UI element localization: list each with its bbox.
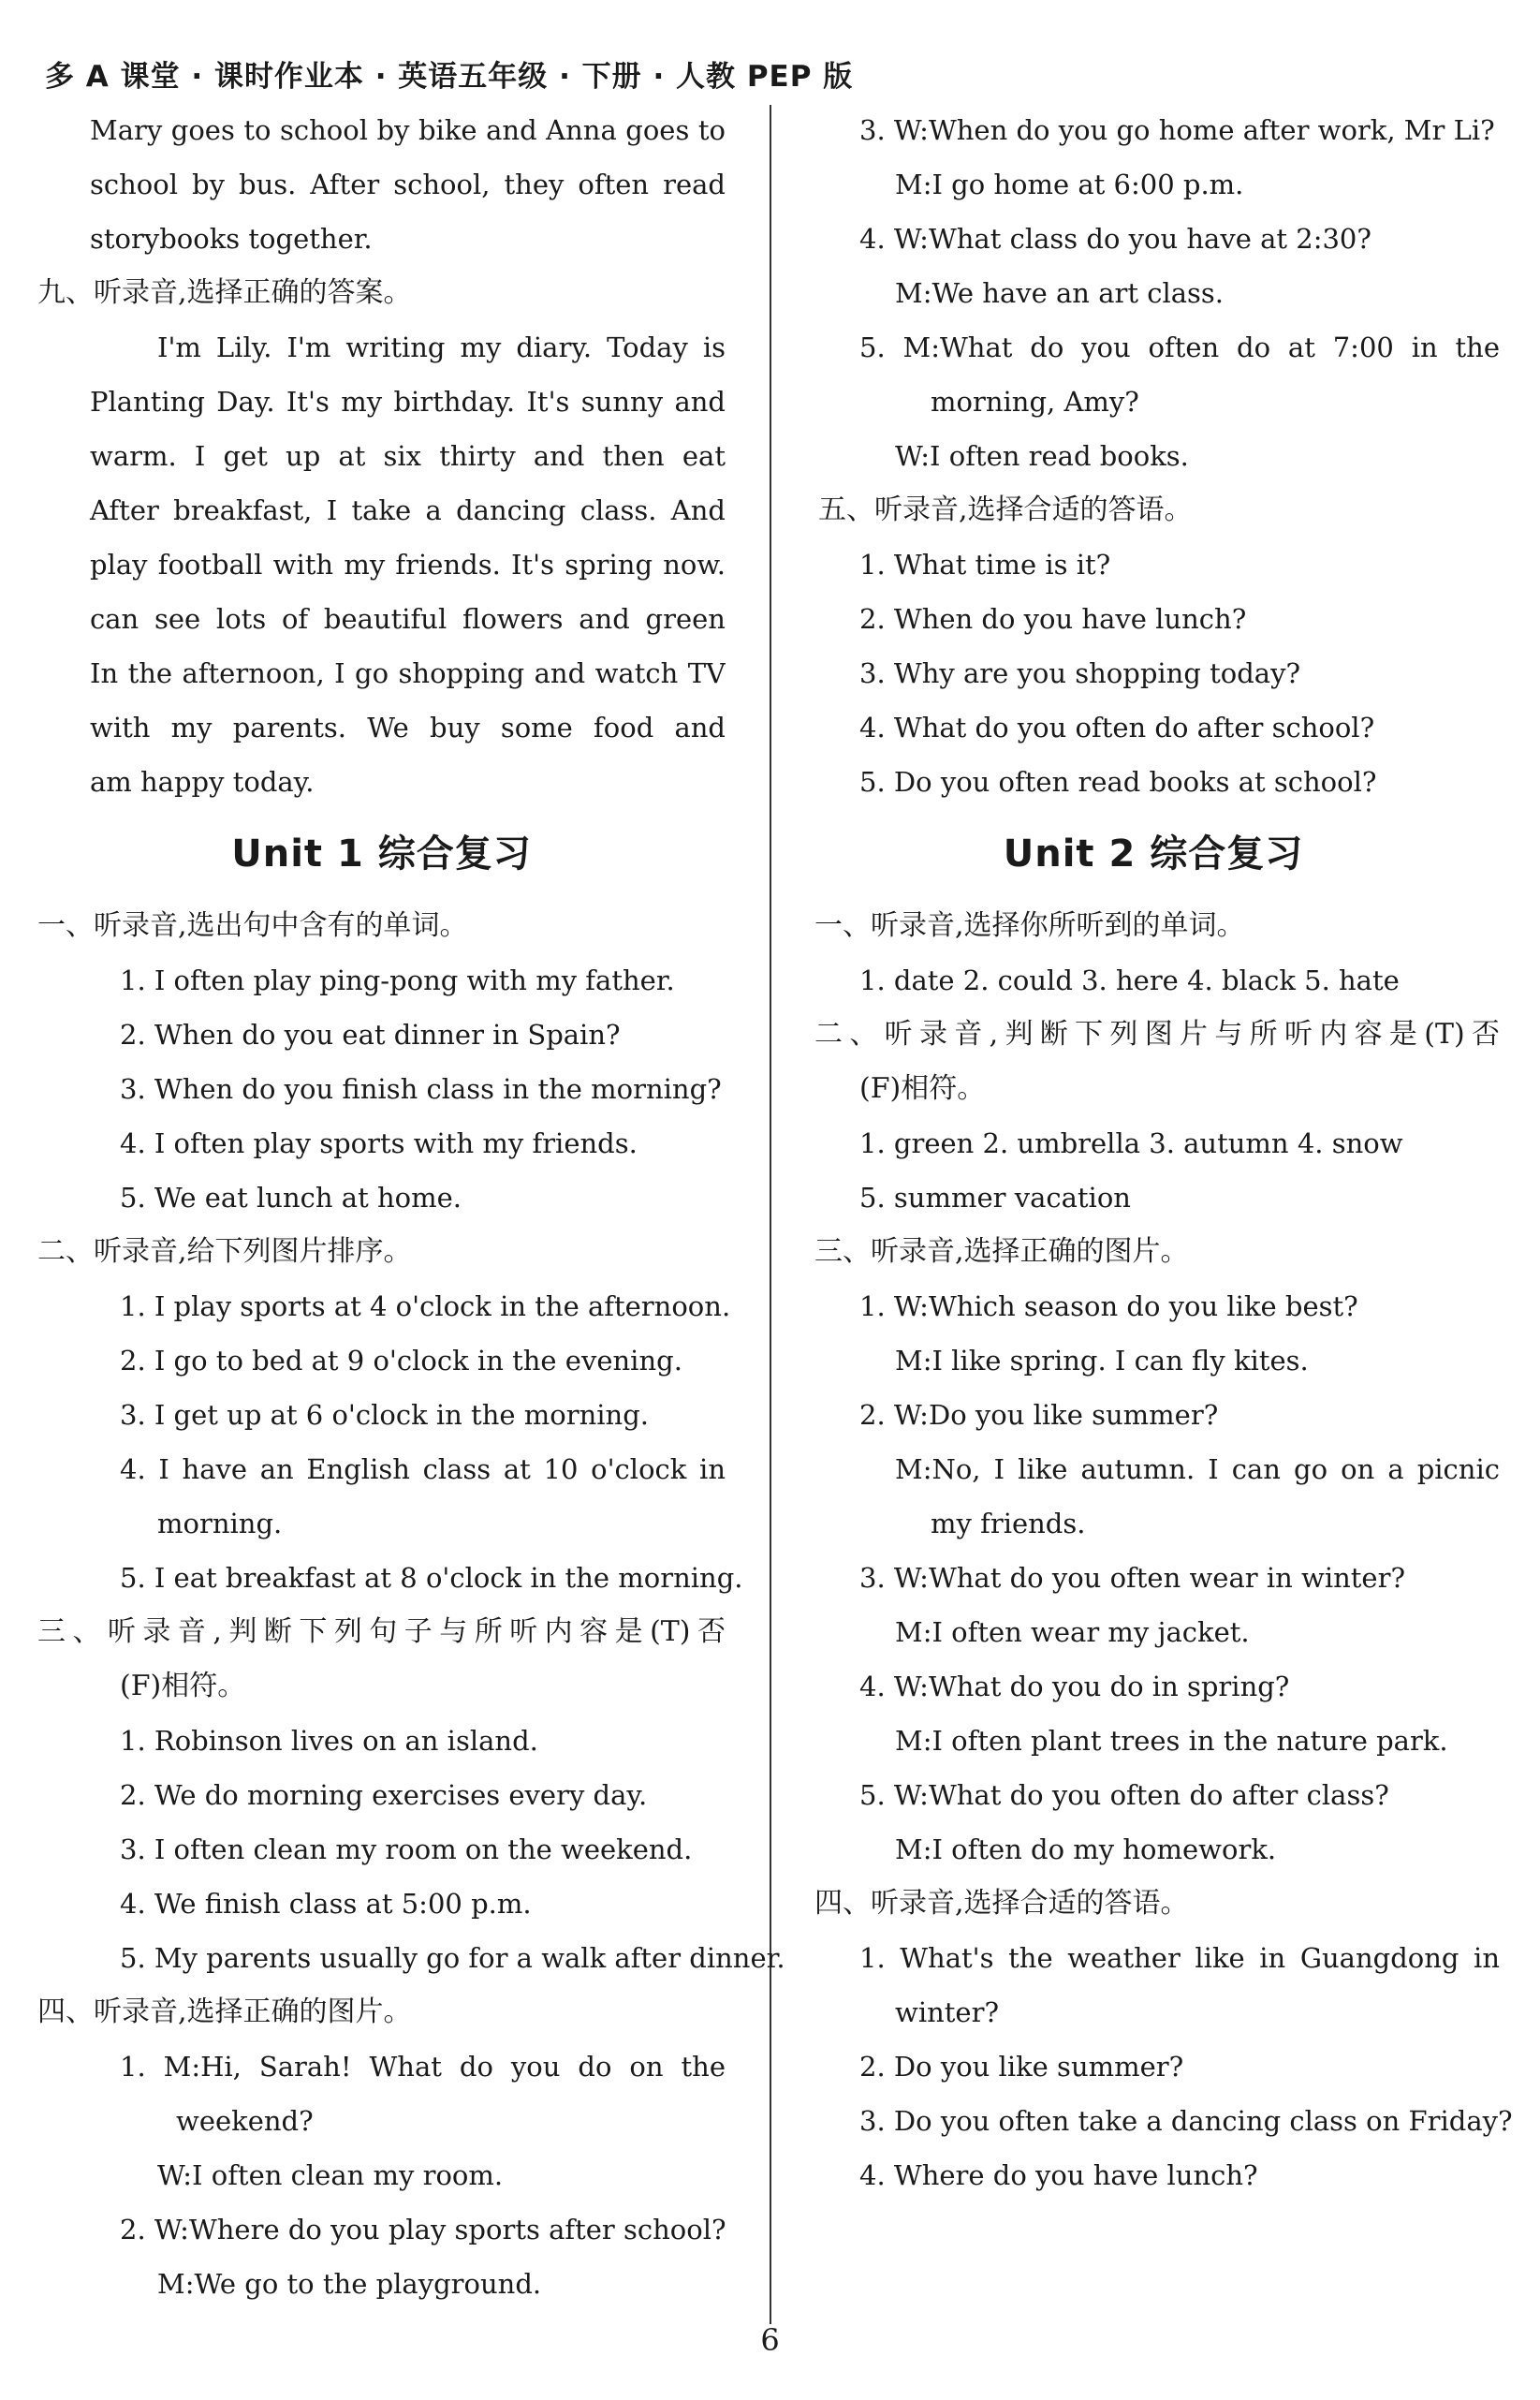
- unit-title: Unit 1 综合复习: [231, 832, 532, 876]
- dialogue-continuation: morning, Amy?: [931, 386, 1139, 418]
- list-item: 5. My parents usually go for a walk after dinner.: [120, 1942, 785, 1974]
- dialogue-line: M:No, I like autumn. I can go on a picnic: [895, 1453, 1500, 1485]
- section-title: 四、听录音,选择正确的图片。: [37, 1995, 412, 2028]
- dialogue-line: M:I often wear my jacket.: [895, 1616, 1250, 1648]
- left-column: [37, 103, 785, 2311]
- dialogue-line: M:I like spring. I can fly kites.: [895, 1345, 1309, 1377]
- dialogue-line: 2. W:Where do you play sports after school?: [120, 2214, 726, 2245]
- text-line: storybooks together.: [90, 223, 373, 255]
- list-item: 1. I play sports at 4 o'clock in the afternoon.: [120, 1290, 731, 1322]
- list-item: 2. Do you like summer?: [859, 2051, 1184, 2083]
- section-title: 九、听录音,选择正确的答案。: [37, 276, 412, 309]
- unit-title: Unit 2 综合复习: [1003, 832, 1304, 876]
- section-title: 一、听录音,选出句中含有的单词。: [37, 909, 468, 942]
- paragraph-line: I'm Lily. I'm writing my diary. Today is: [157, 331, 726, 363]
- text-line: Mary goes to school by bike and Anna goes to: [90, 114, 726, 146]
- list-item: 5. We eat lunch at home.: [120, 1182, 462, 1214]
- word-list: 1. date 2. could 3. here 4. black 5. hate: [859, 964, 1400, 996]
- list-item: 4. I have an English class at 10 o'clock in: [120, 1453, 726, 1485]
- dialogue-line: M:I often do my homework.: [895, 1833, 1277, 1865]
- list-item: 4. What do you often do after school?: [859, 712, 1375, 744]
- list-item: 3. I get up at 6 o'clock in the morning.: [120, 1399, 650, 1431]
- list-item: 2. We do morning exercises every day.: [120, 1779, 648, 1811]
- list-item: 3. I often clean my room on the weekend.: [120, 1833, 693, 1865]
- dialogue-line: W:I often clean my room.: [157, 2159, 504, 2191]
- paragraph-line: Planting Day. It's my birthday. It's sunny and: [90, 386, 726, 418]
- list-item: 2. When do you have lunch?: [859, 603, 1247, 635]
- section-title: 三、听录音,判断下列句子与所听内容是(T)否: [37, 1615, 726, 1648]
- dialogue-line: 1. W:Which season do you like best?: [859, 1290, 1358, 1322]
- dialogue-line: 2. W:Do you like summer?: [859, 1399, 1219, 1431]
- list-item: 3. When do you finish class in the morning?: [120, 1073, 722, 1105]
- list-item-continuation: winter?: [895, 1996, 1000, 2028]
- column-divider: [770, 105, 771, 2324]
- dialogue-line: 4. W:What class do you have at 2:30?: [859, 223, 1371, 255]
- page-header: 多 A 课堂 · 课时作业本 · 英语五年级 · 下册 · 人教 PEP 版: [45, 60, 854, 94]
- dialogue-line: M:We go to the playground.: [157, 2268, 542, 2300]
- dialogue-line: W:I often read books.: [895, 440, 1189, 472]
- list-item: 5. I eat breakfast at 8 o'clock in the morning.: [120, 1562, 743, 1594]
- paragraph-line: In the afternoon, I go shopping and watch TV: [90, 657, 726, 689]
- section-title-continuation: (F)相符。: [120, 1670, 246, 1702]
- section-title: 四、听录音,选择合适的答语。: [814, 1887, 1189, 1920]
- list-item: 2. When do you eat dinner in Spain?: [120, 1019, 621, 1051]
- dialogue-line: M:I go home at 6:00 p.m.: [895, 169, 1244, 200]
- list-item: 4. I often play sports with my friends.: [120, 1127, 638, 1159]
- section-title: 一、听录音,选择你所听到的单词。: [814, 909, 1245, 942]
- dialogue-line: 3. W:What do you often wear in winter?: [859, 1562, 1406, 1594]
- dialogue-line: 1. M:Hi, Sarah! What do you do on the: [120, 2051, 726, 2083]
- list-item-continuation: morning.: [157, 1508, 283, 1539]
- list-item: 2. I go to bed at 9 o'clock in the evening.: [120, 1345, 682, 1377]
- dialogue-line: 5. W:What do you often do after class?: [859, 1779, 1389, 1811]
- dialogue-line: M:We have an art class.: [895, 277, 1225, 309]
- section-title: 二、听录音,给下列图片排序。: [37, 1235, 412, 1268]
- page-number: 6: [760, 2322, 780, 2358]
- dialogue-line: M:I often plant trees in the nature park.: [895, 1725, 1448, 1757]
- paragraph-line: play football with my friends. It's spring now.: [90, 549, 726, 581]
- right-column: [807, 103, 1513, 2202]
- dialogue-continuation: weekend?: [176, 2105, 314, 2137]
- list-item: 5. Do you often read books at school?: [859, 766, 1377, 798]
- list-item: 4. Where do you have lunch?: [859, 2159, 1258, 2191]
- paragraph-line: After breakfast, I take a dancing class. And: [90, 494, 726, 526]
- dialogue-line: 4. W:What do you do in spring?: [859, 1671, 1290, 1702]
- paragraph-line: am happy today.: [90, 766, 315, 798]
- list-item: 1. I often play ping-pong with my father.: [120, 964, 675, 996]
- list-item: 3. Do you often take a dancing class on Friday?: [859, 2105, 1513, 2137]
- section-title: 五、听录音,选择合适的答语。: [818, 493, 1193, 526]
- paragraph-line: warm. I get up at six thirty and then eat: [90, 440, 726, 472]
- dialogue-continuation: my friends.: [931, 1508, 1086, 1539]
- section-title: 二、听录音,判断下列图片与所听内容是(T)否: [814, 1018, 1500, 1051]
- section-title: 三、听录音,选择正确的图片。: [814, 1235, 1189, 1268]
- list-item: 4. We finish class at 5:00 p.m.: [120, 1888, 532, 1920]
- dialogue-line: 5. M:What do you often do at 7:00 in the: [859, 331, 1500, 363]
- word-list: 5. summer vacation: [859, 1182, 1131, 1214]
- section-title-continuation: (F)相符。: [859, 1072, 986, 1105]
- dialogue-line: 3. W:When do you go home after work, Mr Li?: [859, 114, 1495, 146]
- list-item: 3. Why are you shopping today?: [859, 657, 1301, 689]
- paragraph-line: can see lots of beautiful flowers and green: [90, 603, 726, 635]
- paragraph-line: with my parents. We buy some food and: [90, 712, 726, 744]
- list-item: 1. What's the weather like in Guangdong in: [859, 1942, 1500, 1974]
- list-item: 1. What time is it?: [859, 549, 1111, 581]
- word-list: 1. green 2. umbrella 3. autumn 4. snow: [859, 1127, 1403, 1159]
- text-line: school by bus. After school, they often read: [90, 169, 726, 200]
- list-item: 1. Robinson lives on an island.: [120, 1725, 538, 1757]
